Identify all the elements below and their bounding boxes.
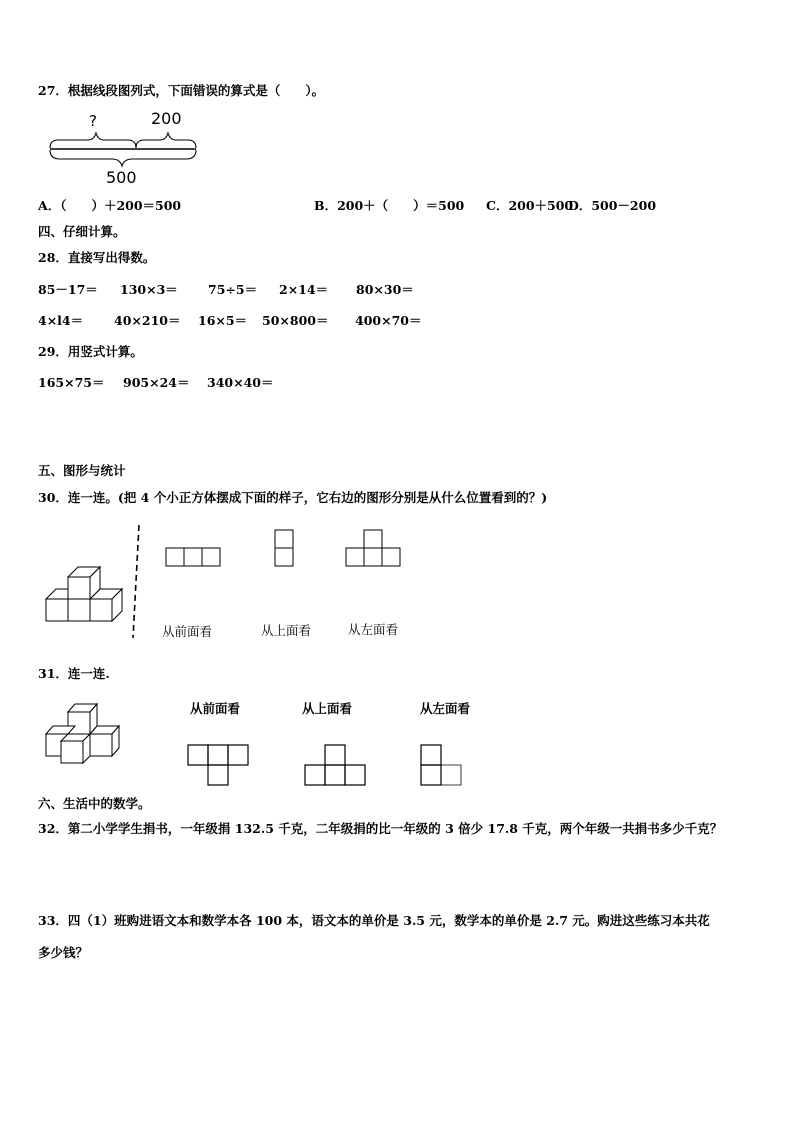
q30-text: 30．连一连。(把 4 个小正方体摆成下面的样子，它右边的图形分别是从什么位置看到的？) [38,490,548,505]
q28-r2-item: 16×5＝ [198,313,248,328]
q27-total-label: 500 [106,168,137,187]
q27-unknown-label: ? [89,112,97,130]
q28-r2-item: 50×800＝ [262,313,329,328]
q28-r1-item: 80×30＝ [356,282,414,297]
q30-label-left: 从左面看 [348,622,399,637]
q28-r1-item: 85－17＝ [38,282,98,297]
section-4-heading: 四、仔细计算。 [38,224,126,239]
q31-label-front: 从前面看 [190,701,241,716]
q27-text: 27．根据线段图列式，下面错误的算式是（ ）。 [38,83,325,98]
q28-r2-item: 40×210＝ [114,313,181,328]
q30-label-top: 从上面看 [261,623,312,638]
q29-item: 165×75＝ [38,375,105,390]
q31-label-left: 从左面看 [420,701,471,716]
q33-line1: 33．四（1）班购进语文本和数学本各 100 本，语文本的单价是 3.5 元，数学本的单价是 2.7 元。购进这些练习本共花 [38,913,710,928]
q29-title: 29．用竖式计算。 [38,344,143,359]
q28-r1-item: 2×14＝ [279,282,329,297]
q32-text: 32．第二小学学生捐书，一年级捐 132.5 千克，二年级捐的比一年级的 3 倍少 17.8 千克，两个年级一共捐书多少千克？ [38,821,723,836]
q28-r2-item: 400×70＝ [355,313,422,328]
q27-option-a: A．（ ）＋200＝500 [38,198,182,213]
q33-line2: 多少钱？ [38,945,89,960]
q31-text: 31．连一连. [38,666,110,681]
section-5-heading: 五、图形与统计 [38,463,126,478]
q29-item: 905×24＝ [123,375,190,390]
q30-label-front: 从前面看 [162,624,213,639]
q27-part-label: 200 [151,109,182,128]
q31-label-top: 从上面看 [302,701,353,716]
q28-title: 28．直接写出得数。 [38,250,156,265]
q28-r1-item: 75÷5＝ [208,282,258,297]
q28-r1-item: 130×3＝ [120,282,178,297]
section-6-heading: 六、生活中的数学。 [38,796,151,811]
q27-option-d: D．500－200 [568,198,657,213]
q27-option-c: C．200＋500 [486,198,574,213]
q28-r2-item: 4×l4＝ [38,313,84,328]
q27-option-b: B．200＋（ ）＝500 [314,198,465,213]
q29-item: 340×40＝ [207,375,274,390]
